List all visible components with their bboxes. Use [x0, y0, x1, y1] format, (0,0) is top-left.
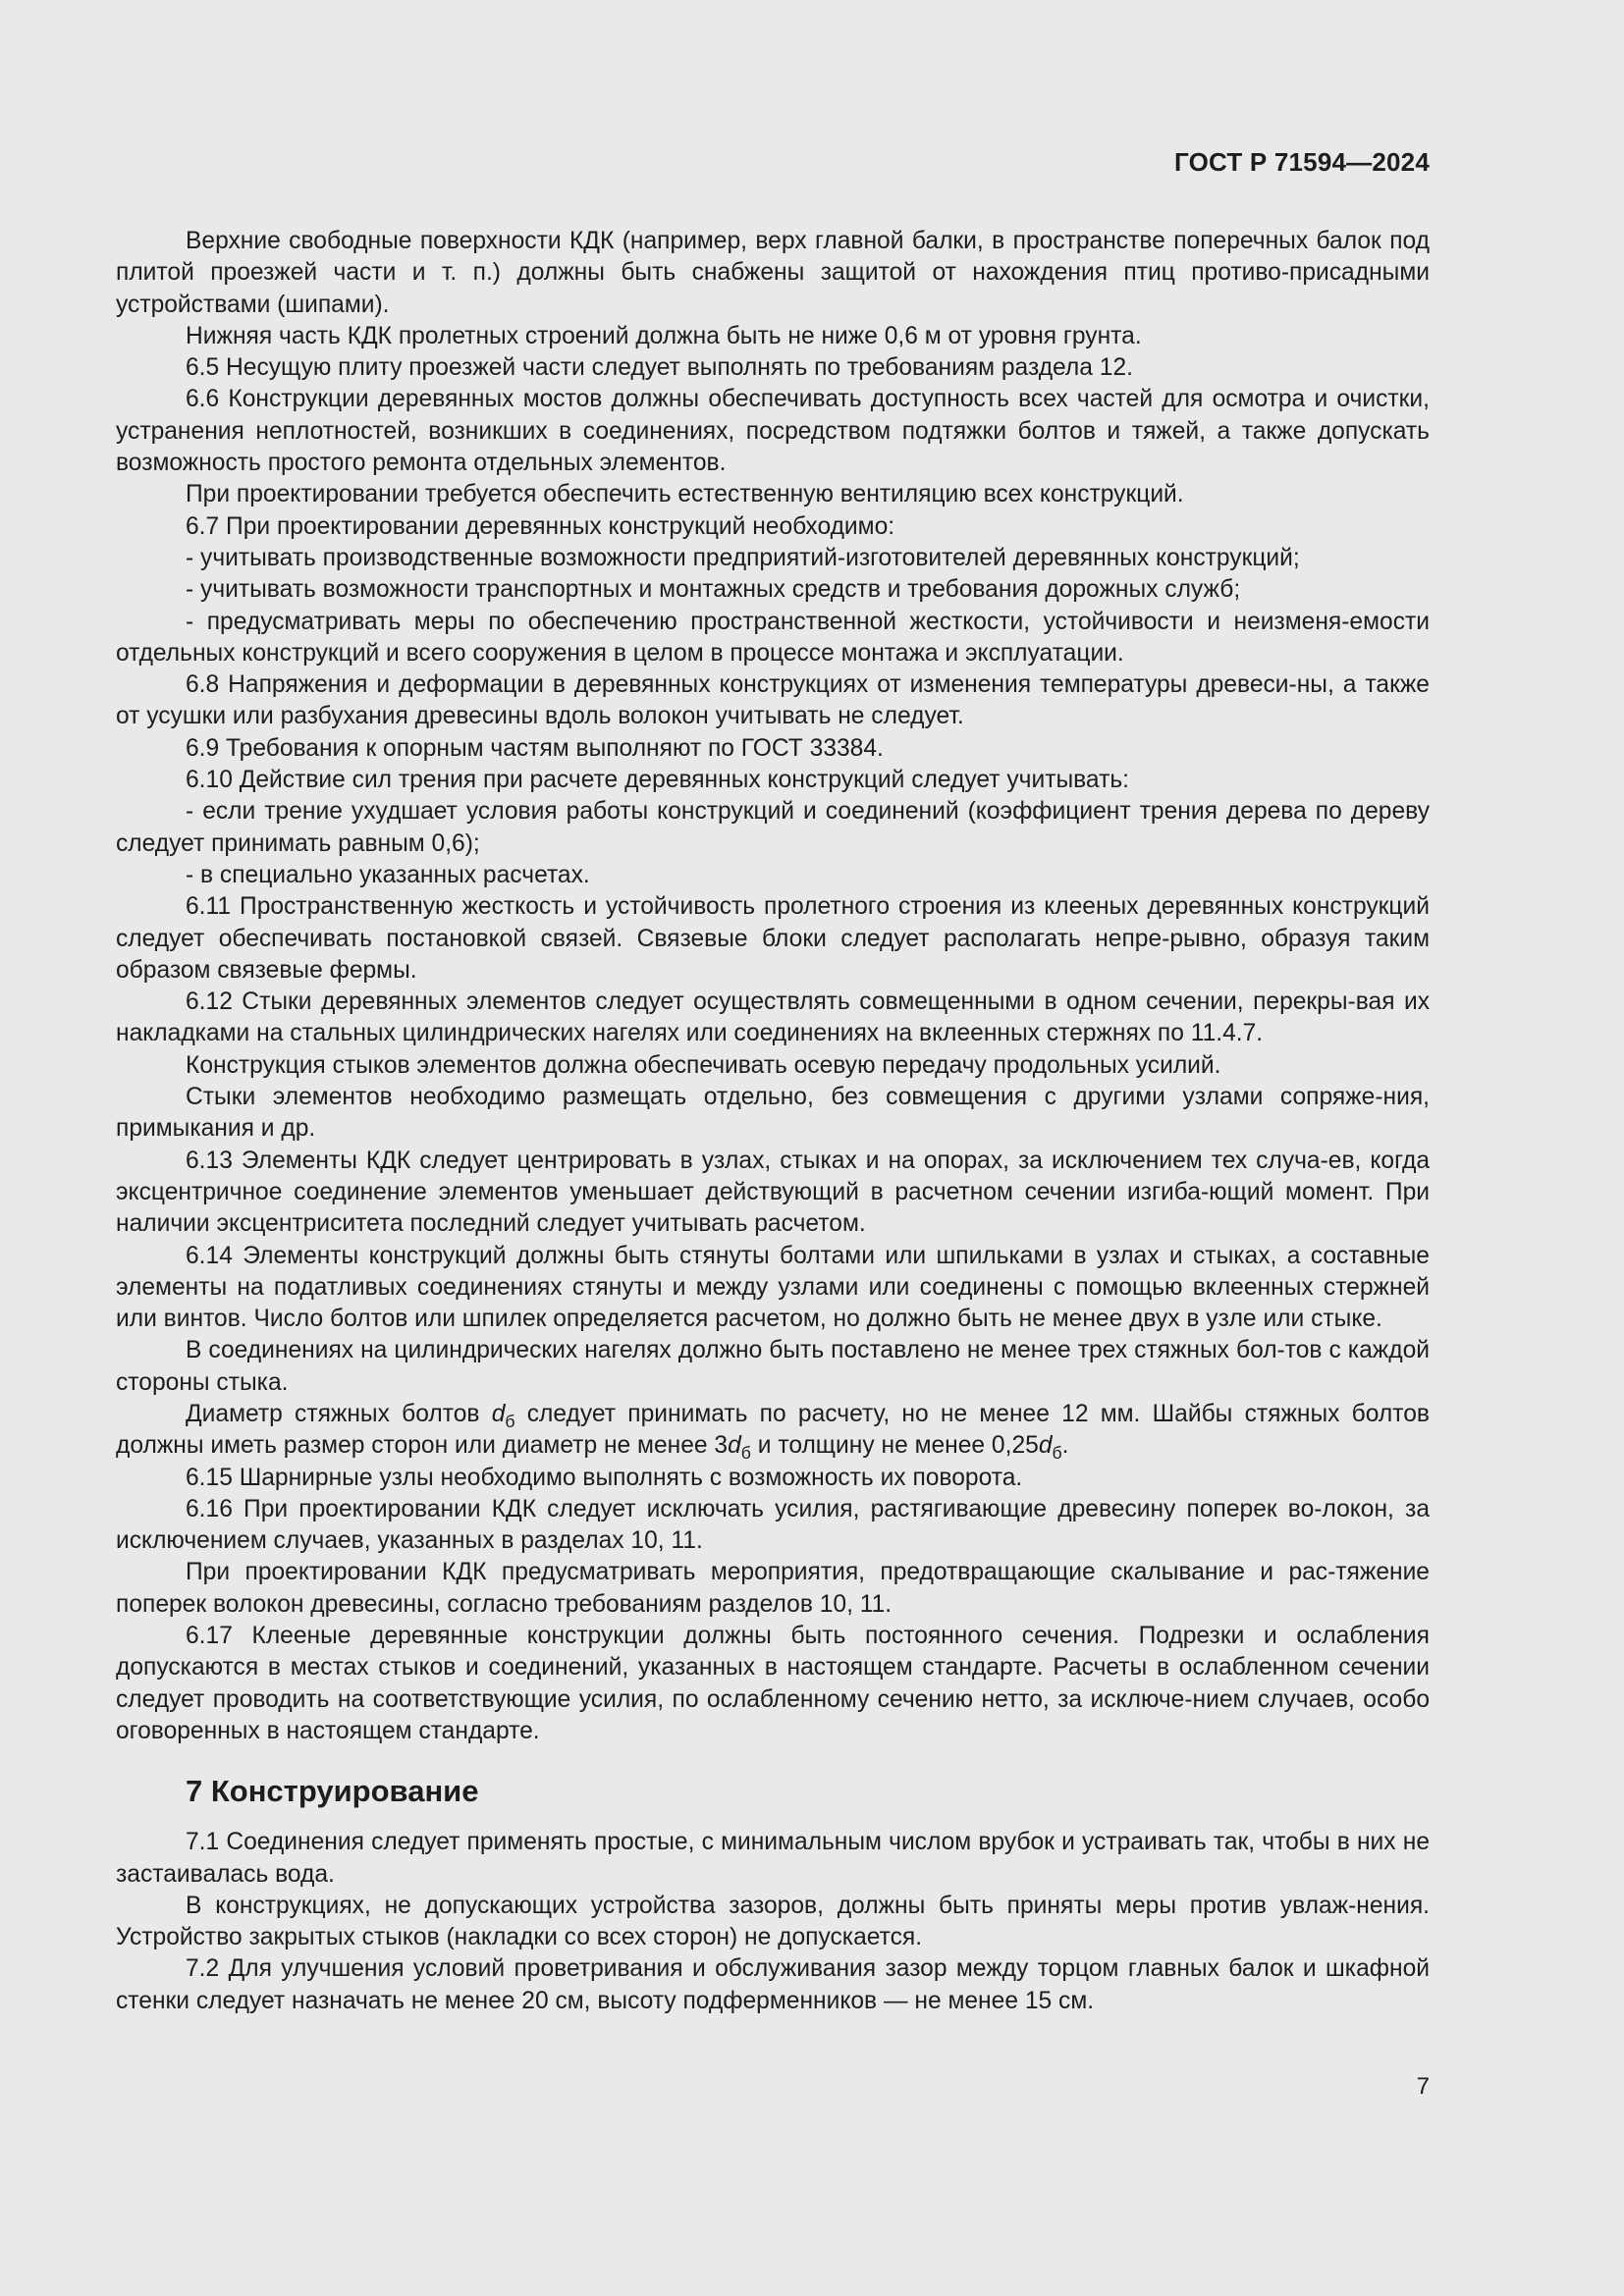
section-heading: 7 Конструирование [186, 1774, 479, 1809]
paragraph: 6.17 Клееные деревянные конструкции должны быть постоянного сечения. Подрезки и ослабления допускаются в местах стыков и соединений, указанных в настоящем стандарте. Расчеты в ослабленном сечении следует проводить на соответствующие усилия, по ослабленному сечению нетто, за исключе-нием случаев, особо оговоренных в настоящем стандарте. [116, 1623, 1430, 1744]
paragraph: При проектировании КДК предусматривать мероприятия, предотвращающие скалывание и рас-тяжение поперек волокон древесины, согласно требованиям разделов 10, 11. [116, 1559, 1430, 1618]
paragraph: 7.1 Соединения следует применять простые, с минимальным числом врубок и устраивать так, чтобы в них не застаивалась вода. [116, 1829, 1430, 1888]
paragraph: Конструкция стыков элементов должна обеспечивать осевую передачу продольных усилий. [186, 1051, 1221, 1079]
page-content [116, 226, 1430, 2017]
paragraph: Диаметр стяжных болтов $d_б$ следует принимать по расчету, но не менее 12 мм. Шайбы стяжных болтов должны иметь размер сторон или диаметр не менее $3d_б$ и толщину не менее $0,25d_б$. [116, 1400, 1430, 1464]
paragraph: 6.15 Шарнирные узлы необходимо выполнять с возможность их поворота. [186, 1464, 1023, 1491]
paragraph: 6.6 Конструкции деревянных мостов должны обеспечивать доступность всех частей для осмотра и очистки, устранения неплотностей, возникших в соединениях, посредством подтяжки болтов и тяжей, а также допускать возможность простого ремонта отдельных элементов. [116, 386, 1430, 477]
paragraph: 6.14 Элементы конструкций должны быть стянуты болтами или шпильками в узлах и стыках, а составные элементы на податливых соединениях стянуты и между узлами или соединены с помощью вклеенных стержней или винтов. Число болтов или шпилек определяется расчетом, но должно быть не менее двух в узле или стыке. [116, 1242, 1430, 1333]
paragraph: 6.12 Стыки деревянных элементов следует осуществлять совмещенными в одном сечении, перекры-вая их накладками на стальных цилиндрических нагелях или соединениях на вклеенных стержнях по 11.4.7. [116, 988, 1430, 1047]
paragraph: 6.10 Действие сил трения при расчете деревянных конструкций следует учитывать: [186, 767, 1129, 794]
paragraph: 6.16 При проектировании КДК следует исключать усилия, растягивающие древесину поперек во-локон, за исключением случаев, указанных в разделах 10, 11. [116, 1495, 1430, 1555]
paragraph-group-6 [116, 226, 1430, 1399]
paragraph: 6.8 Напряжения и деформации в деревянных конструкциях от изменения температуры древеси-ны, а также от усушки или разбухания древесины вдоль волокон учитывать не следует. [116, 671, 1430, 730]
paragraph: 6.13 Элементы КДК следует центрировать в узлах, стыках и на опорах, за исключением тех случа-ев, когда эксцентричное соединение элементов уменьшает действующий в расчетном сечении изгиба-ющий момент. При наличии эксцентриситета последний следует учитывать расчетом. [116, 1147, 1430, 1238]
paragraph: 6.5 Несущую плиту проезжей части следует выполнять по требованиям раздела 12. [186, 354, 1133, 382]
paragraph: В соединениях на цилиндрических нагелях должно быть поставлено не менее трех стяжных бол-тов с каждой стороны стыка. [116, 1337, 1430, 1396]
paragraph: 6.7 При проектировании деревянных конструкций необходимо: [186, 512, 895, 540]
paragraph: - учитывать возможности транспортных и монтажных средств и требования дорожных служб; [186, 576, 1241, 604]
paragraph-group-7 [116, 1827, 1430, 2017]
paragraph: 6.9 Требования к опорным частям выполняют по ГОСТ 33384. [186, 734, 884, 762]
paragraph: В конструкциях, не допускающих устройства зазоров, должны быть приняты меры против увлаж-нения. Устройство закрытых стыков (накладки со всех сторон) не допускается. [116, 1892, 1430, 1951]
document-header: ГОСТ Р 71594—2024 [1174, 147, 1430, 177]
paragraph: - если трение ухудшает условия работы конструкций и соединений (коэффициент трения дерева по дереву следует принимать равным 0,6); [116, 798, 1430, 857]
paragraph: - учитывать производственные возможности предприятий-изготовителей деревянных конструкций; [186, 544, 1300, 571]
paragraph-group-6-cont [116, 1463, 1430, 1748]
paragraph: 7.2 Для улучшения условий проветривания и обслуживания зазор между торцом главных балок и шкафной стенки следует назначать не менее 20 см, высоту подферменников — не менее 15 см. [116, 1955, 1430, 2014]
page-number: 7 [1416, 2073, 1430, 2100]
paragraph: При проектировании требуется обеспечить естественную вентиляцию всех конструкций. [186, 481, 1184, 508]
paragraph: - предусматривать меры по обеспечению пространственной жесткости, устойчивости и неизменя-емости отдельных конструкций и всего сооружения в целом в процессе монтажа и эксплуатации. [116, 608, 1430, 667]
paragraph: - в специально указанных расчетах. [186, 861, 590, 888]
paragraph: 6.11 Пространственную жесткость и устойчивость пролетного строения из клееных деревянных конструкций следует обеспечивать постановкой связей. Связевые блоки следует располагать непре-рывно, образуя таким образом связевые фермы. [116, 893, 1430, 984]
paragraph: Нижняя часть КДК пролетных строений должна быть не ниже 0,6 м от уровня грунта. [186, 322, 1142, 349]
paragraph: Стыки элементов необходимо размещать отдельно, без совмещения с другими узлами сопряже-ния, примыкания и др. [116, 1084, 1430, 1143]
paragraph: Верхние свободные поверхности КДК (например, верх главной балки, в пространстве поперечных балок под плитой проезжей части и т. п.) должны быть снабжены защитой от нахождения птиц противо-присадными устройствами (шипами). [116, 228, 1430, 318]
